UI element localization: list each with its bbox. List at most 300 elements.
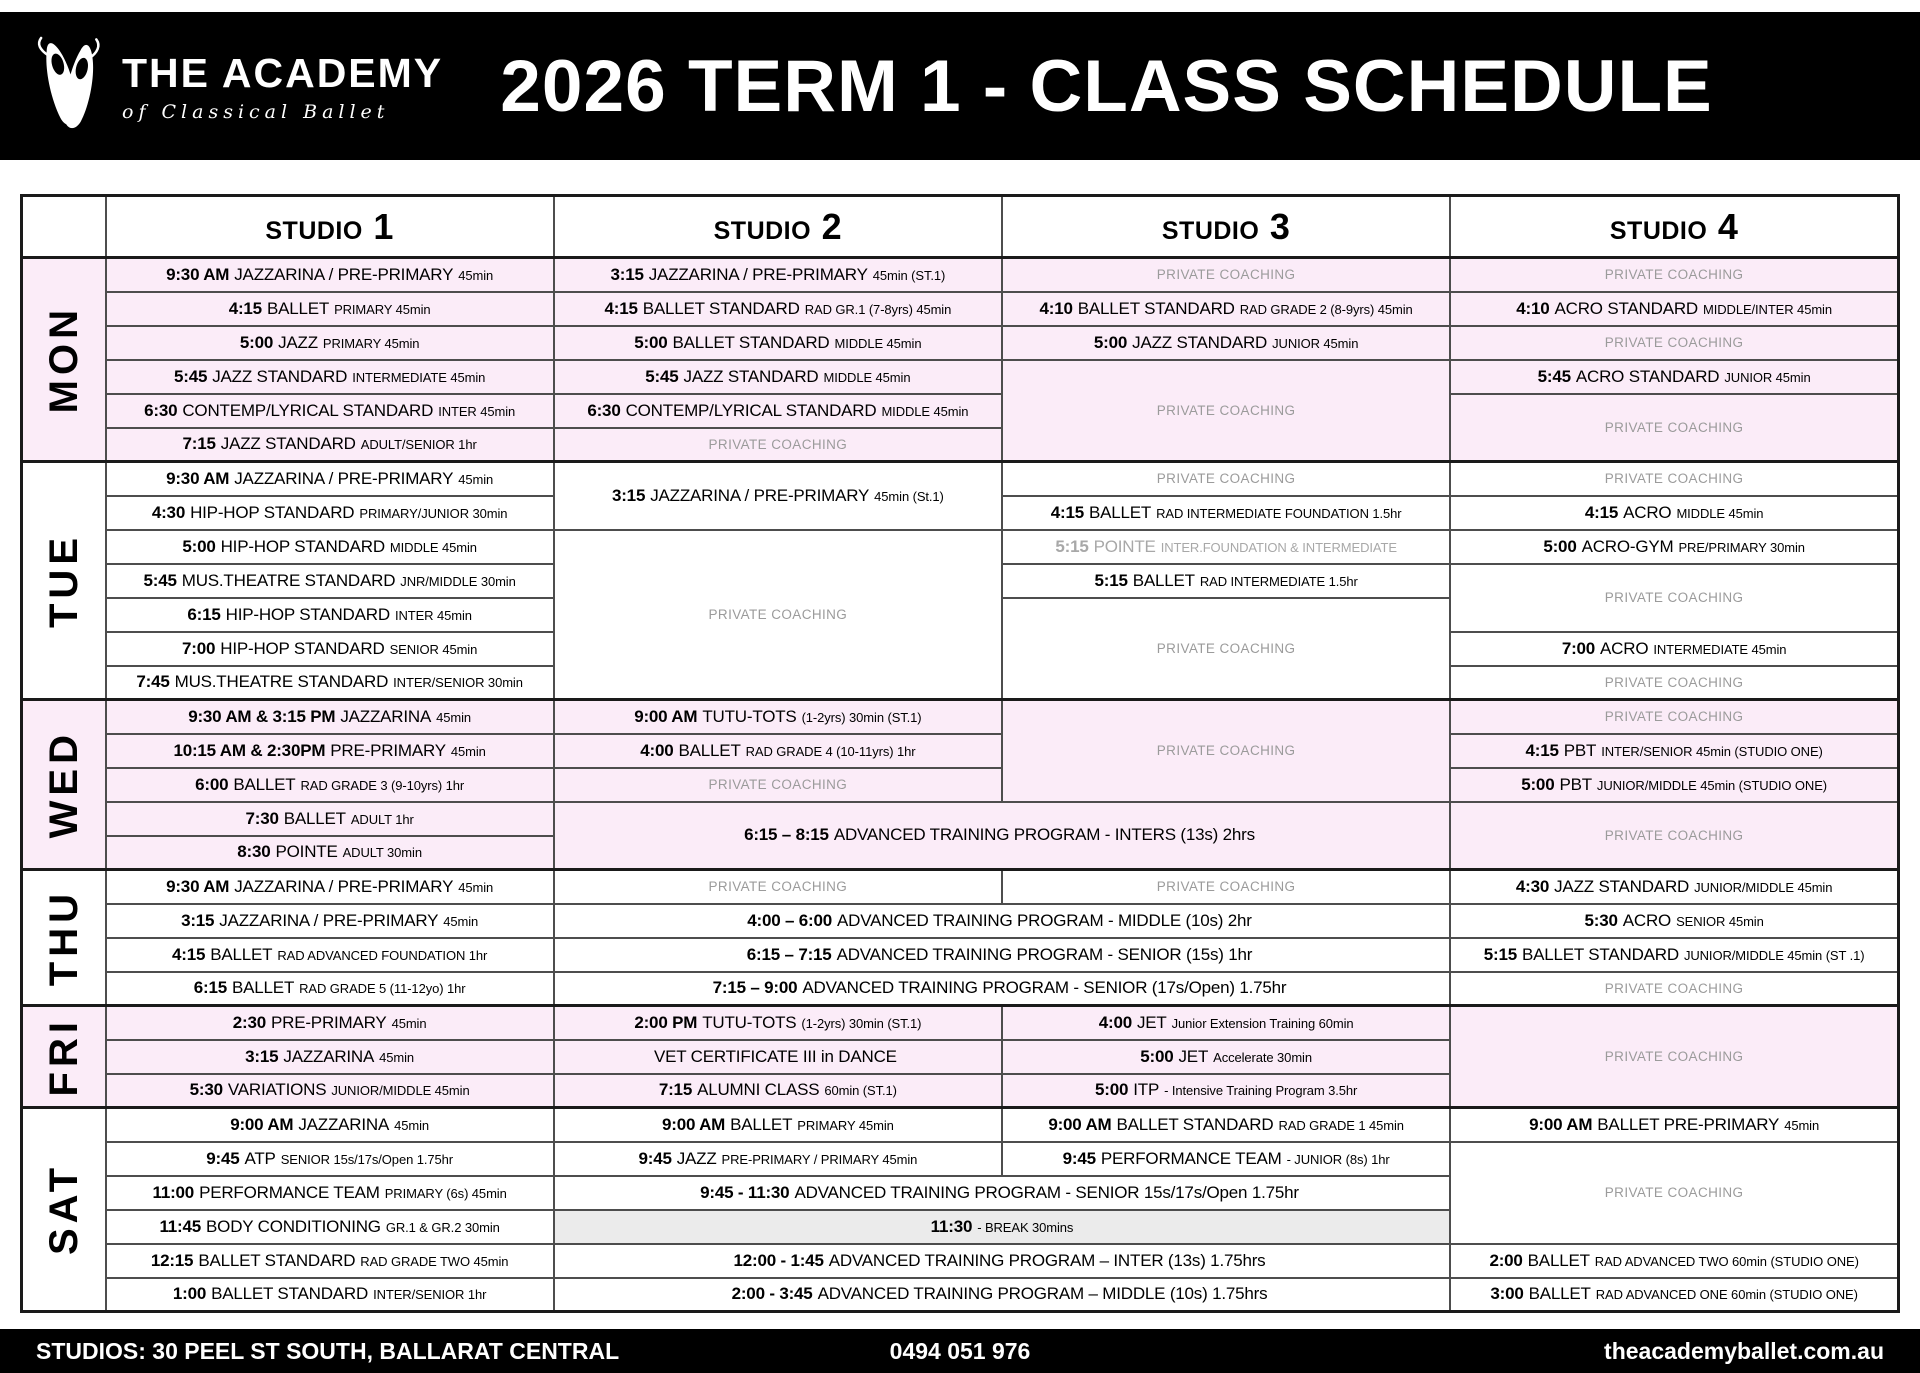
class-detail: 45min — [391, 1015, 427, 1031]
class-detail: INTER.FOUNDATION & INTERMEDIATE — [1160, 539, 1397, 555]
class-cell — [554, 326, 1002, 360]
class-time: 5:45 — [645, 366, 679, 386]
class-time: 6:15 – 7:15 — [746, 944, 832, 964]
class-time: 4:15 — [1584, 502, 1619, 522]
class-detail: INTER 45min — [438, 403, 516, 419]
class-cell — [1450, 632, 1898, 666]
class-cell — [106, 360, 554, 394]
class-cell — [1450, 292, 1898, 326]
class-cell — [1450, 360, 1898, 394]
class-time: 3:15 — [610, 264, 644, 284]
class-name: ADVANCED TRAINING PROGRAM – MIDDLE (10s) 1.75hrs — [817, 1284, 1268, 1304]
class-time: 5:00 — [239, 332, 274, 352]
class-name: MUS.THEATRE STANDARD — [181, 570, 396, 590]
schedule-row — [22, 1006, 1899, 1040]
private-coaching-cell: PRIVATE COACHING — [1450, 666, 1898, 700]
schedule-row — [22, 904, 1899, 938]
class-time: 5:15 — [1483, 944, 1517, 964]
class-time: 11:30 — [930, 1216, 973, 1236]
private-coaching-cell: PRIVATE COACHING — [554, 428, 1002, 462]
class-time: 12:00 - 1:45 — [733, 1250, 824, 1270]
class-cell — [554, 1108, 1002, 1142]
schedule-row — [22, 700, 1899, 734]
class-time: 7:15 – 9:00 — [712, 978, 798, 998]
schedule-row — [22, 734, 1899, 768]
class-cell — [106, 938, 554, 972]
schedule-row — [22, 360, 1899, 394]
class-time: 5:45 — [143, 570, 177, 590]
class-cell — [1002, 326, 1450, 360]
class-cell — [106, 802, 554, 836]
class-detail: INTERMEDIATE 45min — [352, 369, 486, 385]
class-detail: INTER 45min — [394, 607, 472, 623]
class-name: ACRO STANDARD — [1554, 298, 1699, 318]
class-name: BALLET — [678, 740, 741, 760]
private-coaching-cell: PRIVATE COACHING — [1002, 462, 1450, 496]
private-coaching-cell: PRIVATE COACHING — [1450, 394, 1898, 462]
website-url: theacademyballet.com.au — [1604, 1337, 1884, 1364]
class-name: BALLET STANDARD — [211, 1284, 369, 1304]
class-time: 5:00 — [1095, 1080, 1129, 1100]
class-time: 2:30 — [232, 1012, 266, 1032]
private-coaching-cell: PRIVATE COACHING — [1002, 258, 1450, 292]
class-name: TUTU-TOTS — [702, 1012, 797, 1032]
class-name: JAZZ — [676, 1148, 717, 1168]
class-detail: PRE/PRIMARY 30min — [1678, 539, 1805, 555]
class-name: ADVANCED TRAINING PROGRAM - INTERS (13s) 2hrs — [833, 825, 1255, 845]
class-time: 5:30 — [1584, 910, 1618, 930]
class-time: 9:00 AM — [661, 1114, 726, 1134]
class-detail: SENIOR 45min — [1676, 913, 1764, 929]
class-name: ADVANCED TRAINING PROGRAM - SENIOR (15s) 1hr — [836, 944, 1253, 964]
class-cell — [1450, 870, 1898, 904]
class-name: BALLET STANDARD — [672, 332, 830, 352]
class-cell — [1002, 292, 1450, 326]
class-detail: MIDDLE 45min — [881, 403, 969, 419]
class-time: 2:00 — [1489, 1250, 1523, 1270]
schedule-row — [22, 462, 1899, 496]
class-detail: 45min — [450, 743, 486, 759]
class-time: 5:00 — [1093, 332, 1128, 352]
pointe-shoes-icon — [28, 30, 108, 142]
class-name: BALLET PRE-PRIMARY — [1597, 1114, 1780, 1134]
studio-header-2: studio 2 — [554, 196, 1002, 258]
class-time: 9:00 AM — [1529, 1114, 1593, 1134]
class-detail: 45min — [458, 267, 494, 283]
class-detail: JUNIOR/MIDDLE 45min — [331, 1083, 470, 1099]
class-detail: 45min — [443, 913, 479, 929]
class-time: 5:00 — [1543, 536, 1577, 556]
class-name: PBT — [1559, 774, 1592, 794]
class-time: 5:30 — [189, 1080, 223, 1100]
class-name: JET — [1178, 1046, 1209, 1066]
class-cell — [554, 258, 1002, 292]
class-time: 9:00 AM — [230, 1114, 294, 1134]
class-cell — [1450, 768, 1898, 802]
class-cell — [554, 462, 1002, 530]
private-coaching-cell: PRIVATE COACHING — [554, 870, 1002, 904]
schedule-row — [22, 1244, 1899, 1278]
class-cell — [554, 904, 1451, 938]
class-cell — [106, 1108, 554, 1142]
class-name: PBT — [1563, 740, 1597, 760]
class-detail: PRIMARY 45min — [322, 335, 420, 351]
schedule-row — [22, 768, 1899, 802]
class-cell — [1002, 1040, 1450, 1074]
class-time: 3:00 — [1490, 1284, 1524, 1304]
class-name: ALUMNI CLASS — [697, 1080, 820, 1100]
class-detail: JUNIOR/MIDDLE 45min (STUDIO ONE) — [1596, 777, 1828, 793]
class-detail: GR.1 & GR.2 30min — [385, 1219, 500, 1235]
class-time: 11:00 — [152, 1182, 195, 1202]
class-name: BALLET — [210, 944, 273, 964]
class-name: PRE-PRIMARY — [270, 1012, 387, 1032]
day-label-text: TUE — [41, 533, 86, 628]
class-cell — [106, 1244, 554, 1278]
logo — [28, 30, 444, 142]
class-detail: INTER/SENIOR 30min — [393, 675, 523, 691]
class-time: 9:30 AM — [166, 468, 230, 488]
class-cell — [106, 326, 554, 360]
class-time: 6:15 — [193, 978, 228, 998]
class-detail: JUNIOR/MIDDLE 45min — [1694, 879, 1833, 895]
class-cell — [106, 1074, 554, 1108]
class-time: 9:45 — [1062, 1148, 1096, 1168]
class-detail: RAD GRADE 3 (9-10yrs) 1hr — [300, 777, 465, 793]
class-detail: INTER/SENIOR 45min (STUDIO ONE) — [1601, 743, 1823, 759]
class-time: 9:45 — [206, 1148, 240, 1168]
class-detail: RAD ADVANCED ONE 60min (STUDIO ONE) — [1595, 1287, 1858, 1303]
day-label-thu — [22, 870, 106, 1006]
day-label-text: THU — [41, 888, 86, 987]
class-name: BALLET STANDARD — [1077, 298, 1235, 318]
class-time: 11:45 — [159, 1216, 202, 1236]
schedule-table — [20, 194, 1900, 1313]
class-cell — [1002, 1006, 1450, 1040]
private-coaching-cell: PRIVATE COACHING — [1002, 360, 1450, 462]
class-detail: - BREAK 30mins — [977, 1219, 1074, 1235]
class-cell — [106, 1040, 554, 1074]
class-time: 3:15 — [245, 1046, 279, 1066]
class-cell — [106, 1006, 554, 1040]
class-name: JAZZARINA / PRE-PRIMARY — [234, 876, 454, 896]
schedule-row — [22, 258, 1899, 292]
class-cell — [1450, 938, 1898, 972]
class-cell — [106, 734, 554, 768]
class-time: 5:00 — [182, 536, 216, 556]
class-detail: Junior Extension Training 60min — [1171, 1015, 1354, 1031]
class-time: 4:15 — [171, 944, 206, 964]
class-cell — [554, 360, 1002, 394]
private-coaching-cell: PRIVATE COACHING — [1450, 462, 1898, 496]
class-detail: RAD ADVANCED TWO 60min (STUDIO ONE) — [1594, 1253, 1859, 1269]
class-detail: 45min — [1784, 1117, 1820, 1133]
class-name: POINTE — [1093, 536, 1156, 556]
class-time: 4:00 – 6:00 — [747, 910, 833, 930]
class-name: BALLET — [283, 808, 346, 828]
class-detail: SENIOR 45min — [389, 641, 478, 657]
class-detail: RAD GR.1 (7-8yrs) 45min — [804, 301, 952, 317]
class-name: MUS.THEATRE STANDARD — [174, 672, 389, 692]
class-detail: ADULT/SENIOR 1hr — [360, 437, 477, 453]
private-coaching-cell: PRIVATE COACHING — [1450, 564, 1898, 632]
class-time: 4:10 — [1516, 298, 1550, 318]
class-detail: RAD GRADE 5 (11-12yo) 1hr — [299, 981, 466, 997]
class-time: 6:00 — [195, 774, 229, 794]
class-cell — [1002, 1108, 1450, 1142]
private-coaching-cell: PRIVATE COACHING — [1450, 1142, 1898, 1244]
class-cell — [1450, 734, 1898, 768]
class-cell — [106, 1142, 554, 1176]
class-cell — [106, 904, 554, 938]
class-time: 9:30 AM — [166, 264, 230, 284]
class-detail: RAD ADVANCED FOUNDATION 1hr — [277, 947, 488, 963]
class-name: HIP-HOP STANDARD — [220, 638, 385, 658]
class-name: BALLET STANDARD — [198, 1250, 356, 1270]
class-time: 5:00 — [1521, 774, 1555, 794]
private-coaching-cell: PRIVATE COACHING — [1450, 326, 1898, 360]
schedule-row — [22, 394, 1899, 428]
class-cell — [106, 1278, 554, 1312]
day-label-text: FRI — [41, 1016, 86, 1097]
class-name: JAZZ STANDARD — [683, 366, 819, 386]
class-detail: PRIMARY 45min — [797, 1117, 894, 1133]
class-name: BALLET — [266, 298, 330, 318]
schedule-row — [22, 1142, 1899, 1176]
class-cell — [554, 938, 1451, 972]
class-cell — [106, 632, 554, 666]
class-name: BALLET — [1132, 570, 1195, 590]
class-detail: ADULT 1hr — [350, 811, 414, 827]
schedule-row — [22, 1108, 1899, 1142]
class-detail: - Intensive Training Program 3.5hr — [1164, 1083, 1358, 1099]
class-name: VET CERTIFICATE III in DANCE — [653, 1046, 897, 1066]
class-detail: RAD GRADE 1 45min — [1278, 1117, 1404, 1133]
class-detail: 45min — [394, 1117, 430, 1133]
class-detail: (1-2yrs) 30min (ST.1) — [801, 709, 922, 725]
class-name: JAZZARINA / PRE-PRIMARY — [650, 485, 870, 505]
class-cell — [1002, 1142, 1450, 1176]
class-name: JET — [1136, 1012, 1167, 1032]
class-cell — [1450, 1278, 1898, 1312]
class-name: ADVANCED TRAINING PROGRAM – INTER (13s) 1.75hrs — [828, 1250, 1266, 1270]
class-name: HIP-HOP STANDARD — [220, 536, 385, 556]
class-cell — [106, 258, 554, 292]
private-coaching-cell: PRIVATE COACHING — [1450, 802, 1898, 870]
studio-address: STUDIOS: 30 PEEL ST SOUTH, BALLARAT CENTRAL — [36, 1337, 620, 1364]
class-time: 2:00 PM — [634, 1012, 698, 1032]
class-cell — [1002, 564, 1450, 598]
schedule-body — [22, 258, 1899, 1312]
class-name: ITP — [1133, 1080, 1160, 1100]
class-detail: - JUNIOR (8s) 1hr — [1286, 1151, 1390, 1167]
class-cell — [1450, 1108, 1898, 1142]
class-time: 7:00 — [1561, 638, 1596, 658]
class-time: 5:00 — [634, 332, 668, 352]
class-cell — [106, 1210, 554, 1244]
class-time: 4:15 — [604, 298, 638, 318]
class-detail: INTER/SENIOR 1hr — [373, 1287, 487, 1303]
day-label-sat — [22, 1108, 106, 1312]
class-cell — [554, 1006, 1002, 1040]
class-name: JAZZARINA — [283, 1046, 375, 1066]
class-time: 6:30 — [587, 400, 621, 420]
class-cell — [106, 462, 554, 496]
class-cell — [554, 802, 1451, 870]
class-time: 8:30 — [237, 842, 271, 862]
class-cell — [106, 598, 554, 632]
class-cell — [554, 1244, 1451, 1278]
schedule-row — [22, 1278, 1899, 1312]
logo-name: THE ACADEMY — [122, 49, 444, 96]
class-name: HIP-HOP STANDARD — [190, 502, 355, 522]
day-label-tue — [22, 462, 106, 700]
class-name: CONTEMP/LYRICAL STANDARD — [182, 400, 434, 420]
class-time: 4:30 — [1515, 876, 1550, 896]
class-detail: PRIMARY/JUNIOR 30min — [359, 505, 508, 521]
class-cell — [554, 1278, 1451, 1312]
class-detail: INTERMEDIATE 45min — [1653, 641, 1787, 657]
class-detail: JUNIOR 45min — [1724, 369, 1811, 385]
class-time: 5:15 — [1055, 536, 1089, 556]
class-cell — [106, 428, 554, 462]
class-name: ADVANCED TRAINING PROGRAM - MIDDLE (10s) 2hr — [837, 910, 1252, 930]
private-coaching-cell: PRIVATE COACHING — [1450, 972, 1898, 1006]
class-time: 4:30 — [151, 502, 186, 522]
class-name: BALLET — [1088, 502, 1152, 522]
class-time: 4:15 — [1525, 740, 1559, 760]
class-cell — [554, 394, 1002, 428]
class-detail: SENIOR 15s/17s/Open 1.75hr — [280, 1151, 453, 1167]
class-cell — [106, 836, 554, 870]
class-name: BALLET — [232, 978, 295, 998]
class-cell — [554, 1176, 1451, 1210]
private-coaching-cell: PRIVATE COACHING — [1002, 870, 1450, 904]
class-name: JAZZ STANDARD — [1132, 332, 1268, 352]
class-detail: RAD GRADE 2 (8-9yrs) 45min — [1239, 301, 1413, 317]
class-name: BALLET STANDARD — [642, 298, 800, 318]
class-detail: MIDDLE 45min — [1676, 505, 1764, 521]
header-bar — [0, 12, 1920, 160]
class-name: ACRO — [1623, 502, 1672, 522]
logo-tagline: of Classical Ballet — [122, 100, 390, 123]
studio-header-1: studio 1 — [106, 196, 554, 258]
schedule-row — [22, 802, 1899, 836]
class-detail: (1-2yrs) 30min (ST.1) — [801, 1015, 922, 1031]
class-time: 7:30 — [245, 808, 279, 828]
class-cell — [1450, 496, 1898, 530]
class-name: JAZZ STANDARD — [1554, 876, 1690, 896]
class-detail: PRIMARY (6s) 45min — [384, 1185, 507, 1201]
class-cell — [1450, 904, 1898, 938]
class-name: BODY CONDITIONING — [206, 1216, 381, 1236]
class-cell — [106, 564, 554, 598]
logo-text — [122, 50, 443, 123]
class-cell — [554, 1074, 1002, 1108]
page-title: 2026 TERM 1 - CLASS SCHEDULE — [500, 45, 1713, 127]
class-cell — [554, 972, 1451, 1006]
day-label-wed — [22, 700, 106, 870]
class-name: ADVANCED TRAINING PROGRAM - SENIOR (17s/Open) 1.75hr — [802, 978, 1287, 998]
class-name: ACRO — [1600, 638, 1649, 658]
class-cell — [106, 972, 554, 1006]
class-detail: Accelerate 30min — [1213, 1049, 1312, 1065]
class-time: 4:10 — [1039, 298, 1073, 318]
class-time: 9:00 AM — [1048, 1114, 1112, 1134]
class-name: JAZZARINA / PRE-PRIMARY — [219, 910, 439, 930]
class-detail: 60min (ST.1) — [824, 1083, 897, 1099]
class-time: 12:15 — [150, 1250, 194, 1270]
day-label-text: WED — [41, 730, 86, 839]
class-cell — [106, 768, 554, 802]
studio-header-3: studio 3 — [1002, 196, 1450, 258]
class-cell — [554, 1040, 1002, 1074]
class-time: 1:00 — [172, 1284, 207, 1304]
class-name: ADVANCED TRAINING PROGRAM - SENIOR 15s/17s/Open 1.75hr — [794, 1182, 1299, 1202]
class-time: 4:15 — [1050, 502, 1084, 522]
private-coaching-cell: PRIVATE COACHING — [1002, 700, 1450, 802]
class-time: 9:45 - 11:30 — [700, 1182, 790, 1202]
class-time: 9:30 AM — [166, 876, 230, 896]
class-name: BALLET — [1528, 1284, 1591, 1304]
class-time: 4:15 — [228, 298, 262, 318]
class-name: JAZZ — [278, 332, 318, 352]
class-name: PERFORMANCE TEAM — [1100, 1148, 1282, 1168]
studio-header-row — [22, 196, 1899, 258]
class-time: 6:15 — [187, 604, 221, 624]
schedule-row — [22, 292, 1899, 326]
class-cell — [1450, 1244, 1898, 1278]
private-coaching-cell: PRIVATE COACHING — [1450, 258, 1898, 292]
class-detail: RAD INTERMEDIATE FOUNDATION 1.5hr — [1156, 505, 1402, 521]
class-cell — [106, 530, 554, 564]
class-detail: 45min — [436, 709, 472, 725]
class-detail: RAD GRADE TWO 45min — [360, 1253, 509, 1269]
class-name: HIP-HOP STANDARD — [225, 604, 390, 624]
class-name: JAZZARINA — [298, 1114, 390, 1134]
class-cell — [106, 700, 554, 734]
schedule-row — [22, 938, 1899, 972]
class-time: 5:45 — [173, 366, 208, 386]
day-label-mon — [22, 258, 106, 462]
day-label-fri — [22, 1006, 106, 1108]
class-detail: ADULT 30min — [342, 845, 422, 861]
class-name: CONTEMP/LYRICAL STANDARD — [625, 400, 877, 420]
class-time: 7:45 — [136, 672, 170, 692]
class-time: 7:15 — [182, 434, 216, 454]
private-coaching-cell: PRIVATE COACHING — [1002, 598, 1450, 700]
class-detail: JUNIOR/MIDDLE 45min (ST .1) — [1683, 947, 1865, 963]
class-time: 9:00 AM — [634, 706, 698, 726]
class-cell — [106, 292, 554, 326]
class-name: BALLET — [730, 1114, 793, 1134]
schedule-row — [22, 326, 1899, 360]
class-detail: MIDDLE 45min — [389, 539, 477, 555]
footer-bar — [0, 1329, 1920, 1373]
class-name: VARIATIONS — [227, 1080, 327, 1100]
class-cell — [1002, 1074, 1450, 1108]
class-cell — [1002, 496, 1450, 530]
class-time: 9:30 AM & 3:15 PM — [188, 706, 336, 726]
private-coaching-cell: PRIVATE COACHING — [1450, 700, 1898, 734]
schedule-row — [22, 530, 1899, 564]
class-name: JAZZ STANDARD — [220, 434, 356, 454]
class-cell — [1002, 530, 1450, 564]
class-cell — [106, 1176, 554, 1210]
class-time: 5:00 — [1140, 1046, 1174, 1066]
class-name: BALLET — [233, 774, 296, 794]
class-cell — [106, 870, 554, 904]
